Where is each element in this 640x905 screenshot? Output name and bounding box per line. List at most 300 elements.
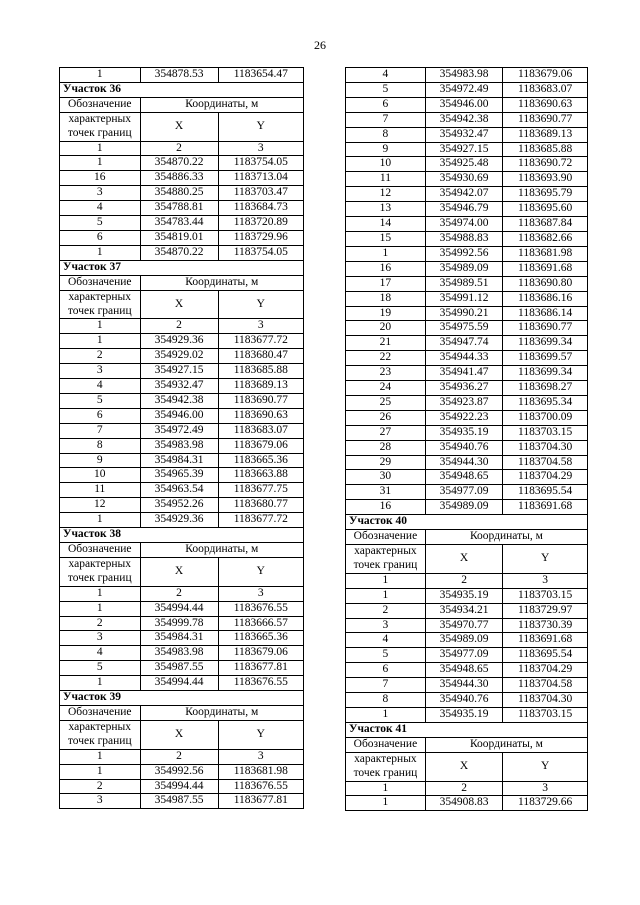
x-coordinate-cell: 354936.27 [425,381,502,396]
header-row [60,97,304,112]
table-row [60,156,304,171]
point-number-cell: 5 [60,393,141,408]
y-header: Y [503,752,588,781]
index-cell: 1 [60,586,141,601]
y-coordinate-cell: 1183698.27 [503,381,588,396]
index-row [60,319,304,334]
index-cell: 1 [346,781,426,796]
y-coordinate-cell: 1183680.47 [218,349,303,364]
x-coordinate-cell: 354987.55 [140,794,218,809]
x-coordinate-cell: 354930.69 [425,172,502,187]
table-row [60,171,304,186]
header-row [346,737,588,752]
y-header: Y [503,545,588,574]
table-row [60,676,304,691]
y-coordinate-cell: 1183699.57 [503,351,588,366]
table-row [346,381,588,396]
point-number-cell: 16 [346,261,426,276]
point-number-cell: 7 [346,112,426,127]
table-row [346,187,588,202]
point-number-cell: 12 [60,498,141,513]
y-coordinate-cell: 1183685.88 [218,364,303,379]
index-cell: 2 [140,319,218,334]
x-coordinate-cell: 354987.55 [140,661,218,676]
section-title: Участок 39 [60,691,304,706]
x-coordinate-cell: 354941.47 [425,366,502,381]
point-number-cell: 22 [346,351,426,366]
x-coordinate-cell: 354870.22 [140,245,218,260]
x-coordinate-cell: 354886.33 [140,171,218,186]
right-column [345,67,588,811]
table-row [60,764,304,779]
x-header: X [425,545,502,574]
table-row [60,349,304,364]
y-coordinate-cell: 1183730.39 [503,618,588,633]
coordinates-table-left [59,67,304,809]
designation-header-cont: характерных точек границ [346,545,426,574]
point-number-cell: 6 [346,663,426,678]
index-cell: 3 [218,319,303,334]
table-row [346,618,588,633]
x-coordinate-cell: 354923.87 [425,395,502,410]
y-coordinate-cell: 1183700.09 [503,410,588,425]
section-title-row [60,528,304,543]
table-row [346,693,588,708]
x-coordinate-cell: 354994.44 [140,779,218,794]
table-row [346,603,588,618]
header-row [60,543,304,558]
y-coordinate-cell: 1183695.54 [503,485,588,500]
designation-header: Обозначение [346,530,426,545]
table-row [60,779,304,794]
x-coordinate-cell: 354927.15 [425,142,502,157]
table-row [60,498,304,513]
y-coordinate-cell: 1183703.47 [218,186,303,201]
y-coordinate-cell: 1183685.88 [503,142,588,157]
y-coordinate-cell: 1183693.90 [503,172,588,187]
x-coordinate-cell: 354990.21 [425,306,502,321]
y-coordinate-cell: 1183695.60 [503,202,588,217]
section-title-row [60,82,304,97]
x-header: X [140,557,218,586]
y-coordinate-cell: 1183704.58 [503,455,588,470]
table-row [60,631,304,646]
x-coordinate-cell: 354994.44 [140,601,218,616]
y-coordinate-cell: 1183676.55 [218,601,303,616]
x-coordinate-cell: 354989.51 [425,276,502,291]
x-coordinate-cell: 354989.09 [425,261,502,276]
point-number-cell: 3 [60,186,141,201]
table-row [346,306,588,321]
index-cell: 2 [425,573,502,588]
y-coordinate-cell: 1183677.72 [218,513,303,528]
x-coordinate-cell: 354992.56 [425,246,502,261]
point-number-cell: 7 [60,423,141,438]
index-cell: 1 [60,319,141,334]
y-coordinate-cell: 1183677.81 [218,661,303,676]
y-coordinate-cell: 1183691.68 [503,633,588,648]
y-coordinate-cell: 1183666.57 [218,616,303,631]
point-number-cell: 10 [346,157,426,172]
table-row [60,364,304,379]
x-coordinate-cell: 354819.01 [140,230,218,245]
point-number-cell: 17 [346,276,426,291]
index-row [346,781,588,796]
table-row [346,707,588,722]
x-coordinate-cell: 354922.23 [425,410,502,425]
table-row [60,393,304,408]
table-row [346,663,588,678]
y-coordinate-cell: 1183703.15 [503,588,588,603]
coordinates-header: Координаты, м [140,275,303,290]
y-coordinate-cell: 1183690.77 [503,321,588,336]
point-number-cell: 13 [346,202,426,217]
y-coordinate-cell: 1183695.79 [503,187,588,202]
point-number-cell: 28 [346,440,426,455]
y-coordinate-cell: 1183687.84 [503,217,588,232]
y-coordinate-cell: 1183686.16 [503,291,588,306]
table-row [346,202,588,217]
table-row [346,366,588,381]
designation-header-cont: характерных точек границ [60,112,141,141]
x-coordinate-cell: 354940.76 [425,440,502,455]
table-row [60,379,304,394]
point-number-cell: 20 [346,321,426,336]
point-number-cell: 5 [346,648,426,663]
point-number-cell: 16 [60,171,141,186]
table-row [346,588,588,603]
point-number-cell: 15 [346,231,426,246]
point-number-cell: 31 [346,485,426,500]
y-coordinate-cell: 1183689.13 [503,127,588,142]
y-coordinate-cell: 1183704.30 [503,693,588,708]
x-coordinate-cell: 354935.19 [425,707,502,722]
point-number-cell: 14 [346,217,426,232]
x-coordinate-cell: 354944.33 [425,351,502,366]
index-cell: 3 [503,573,588,588]
x-coordinate-cell: 354992.56 [140,764,218,779]
y-header: Y [218,112,303,141]
x-coordinate-cell: 354929.36 [140,334,218,349]
table-row [346,351,588,366]
coordinates-header: Координаты, м [425,530,587,545]
index-cell: 1 [60,749,141,764]
point-number-cell: 6 [346,97,426,112]
table-row [346,678,588,693]
y-coordinate-cell: 1183683.07 [503,82,588,97]
designation-header: Обозначение [60,543,141,558]
y-coordinate-cell: 1183690.72 [503,157,588,172]
table-row [60,68,304,83]
x-coordinate-cell: 354942.07 [425,187,502,202]
section-title-row [60,691,304,706]
y-header: Y [218,720,303,749]
point-number-cell: 11 [346,172,426,187]
x-coordinate-cell: 354983.98 [140,646,218,661]
point-number-cell: 1 [60,601,141,616]
y-coordinate-cell: 1183686.14 [503,306,588,321]
y-coordinate-cell: 1183663.88 [218,468,303,483]
point-number-cell: 25 [346,395,426,410]
x-coordinate-cell: 354944.30 [425,455,502,470]
x-header: X [140,112,218,141]
x-coordinate-cell: 354929.02 [140,349,218,364]
point-number-cell: 1 [60,68,141,83]
y-coordinate-cell: 1183699.34 [503,336,588,351]
y-coordinate-cell: 1183713.04 [218,171,303,186]
table-row [346,485,588,500]
y-coordinate-cell: 1183695.34 [503,395,588,410]
table-row [346,500,588,515]
x-coordinate-cell: 354988.83 [425,231,502,246]
x-coordinate-cell: 354932.47 [425,127,502,142]
table-row [346,648,588,663]
y-coordinate-cell: 1183699.34 [503,366,588,381]
point-number-cell: 10 [60,468,141,483]
table-row [60,513,304,528]
x-coordinate-cell: 354977.09 [425,485,502,500]
point-number-cell: 1 [346,707,426,722]
coordinates-header: Координаты, м [140,97,303,112]
point-number-cell: 1 [60,764,141,779]
point-number-cell: 4 [346,68,426,83]
point-number-cell: 9 [60,453,141,468]
x-coordinate-cell: 354989.09 [425,633,502,648]
index-cell: 2 [140,141,218,156]
designation-header-cont: характерных точек границ [60,557,141,586]
table-row [346,470,588,485]
coordinates-header: Координаты, м [140,543,303,558]
point-number-cell: 6 [60,408,141,423]
table-row [346,217,588,232]
table-row [60,468,304,483]
index-row [60,141,304,156]
coordinates-table-right [345,67,588,811]
y-coordinate-cell: 1183729.66 [503,796,588,811]
x-header: X [425,752,502,781]
y-coordinate-cell: 1183682.66 [503,231,588,246]
y-coordinate-cell: 1183677.75 [218,483,303,498]
x-coordinate-cell: 354925.48 [425,157,502,172]
index-cell: 2 [140,749,218,764]
x-coordinate-cell: 354952.26 [140,498,218,513]
table-row [346,172,588,187]
point-number-cell: 1 [346,796,426,811]
table-row [60,438,304,453]
table-row [346,291,588,306]
y-coordinate-cell: 1183704.29 [503,663,588,678]
table-row [346,440,588,455]
y-coordinate-cell: 1183704.29 [503,470,588,485]
y-coordinate-cell: 1183689.13 [218,379,303,394]
header-row [60,705,304,720]
index-row [60,749,304,764]
x-coordinate-cell: 354935.19 [425,425,502,440]
y-coordinate-cell: 1183690.77 [218,393,303,408]
x-coordinate-cell: 354932.47 [140,379,218,394]
table-row [346,796,588,811]
x-coordinate-cell: 354999.78 [140,616,218,631]
table-row [60,661,304,676]
table-row [60,646,304,661]
index-cell: 2 [425,781,502,796]
designation-header: Обозначение [60,97,141,112]
designation-header: Обозначение [60,275,141,290]
x-coordinate-cell: 354946.79 [425,202,502,217]
y-coordinate-cell: 1183680.77 [218,498,303,513]
y-coordinate-cell: 1183679.06 [218,646,303,661]
x-coordinate-cell: 354940.76 [425,693,502,708]
y-coordinate-cell: 1183754.05 [218,245,303,260]
table-row [346,410,588,425]
point-number-cell: 21 [346,336,426,351]
index-cell: 1 [60,141,141,156]
table-row [346,276,588,291]
header-row [346,530,588,545]
point-number-cell: 7 [346,678,426,693]
y-coordinate-cell: 1183695.54 [503,648,588,663]
section-title-row [346,515,588,530]
x-coordinate-cell: 354991.12 [425,291,502,306]
x-coordinate-cell: 354970.77 [425,618,502,633]
y-coordinate-cell: 1183684.73 [218,201,303,216]
y-coordinate-cell: 1183683.07 [218,423,303,438]
y-coordinate-cell: 1183691.68 [503,261,588,276]
point-number-cell: 26 [346,410,426,425]
table-row [346,633,588,648]
x-coordinate-cell: 354972.49 [140,423,218,438]
x-coordinate-cell: 354994.44 [140,676,218,691]
section-title: Участок 41 [346,722,588,737]
table-row [60,408,304,423]
index-cell: 3 [218,586,303,601]
table-row [60,453,304,468]
x-coordinate-cell: 354946.00 [140,408,218,423]
x-coordinate-cell: 354983.98 [140,438,218,453]
designation-header: Обозначение [346,737,426,752]
x-coordinate-cell: 354870.22 [140,156,218,171]
section-title: Участок 37 [60,260,304,275]
y-coordinate-cell: 1183703.15 [503,425,588,440]
y-coordinate-cell: 1183676.55 [218,779,303,794]
y-coordinate-cell: 1183703.15 [503,707,588,722]
x-coordinate-cell: 354983.98 [425,68,502,83]
x-coordinate-cell: 354942.38 [140,393,218,408]
table-row [60,794,304,809]
table-row [60,201,304,216]
point-number-cell: 1 [60,513,141,528]
table-row [346,127,588,142]
coordinates-header: Координаты, м [140,705,303,720]
x-coordinate-cell: 354989.09 [425,500,502,515]
x-coordinate-cell: 354984.31 [140,631,218,646]
table-row [346,68,588,83]
table-row [346,142,588,157]
index-row [346,573,588,588]
table-row [346,157,588,172]
header-row [60,275,304,290]
y-coordinate-cell: 1183677.72 [218,334,303,349]
table-row [346,112,588,127]
index-cell: 1 [346,573,426,588]
table-row [346,82,588,97]
point-number-cell: 27 [346,425,426,440]
designation-header-cont: характерных точек границ [60,290,141,319]
y-coordinate-cell: 1183754.05 [218,156,303,171]
table-row [60,334,304,349]
point-number-cell: 5 [60,661,141,676]
y-coordinate-cell: 1183729.96 [218,230,303,245]
y-coordinate-cell: 1183704.58 [503,678,588,693]
x-coordinate-cell: 354942.38 [425,112,502,127]
point-number-cell: 19 [346,306,426,321]
left-column [59,67,304,809]
y-coordinate-cell: 1183690.63 [503,97,588,112]
index-cell: 3 [503,781,588,796]
section-title-row [60,260,304,275]
table-row [346,246,588,261]
point-number-cell: 12 [346,187,426,202]
y-coordinate-cell: 1183679.06 [503,68,588,83]
section-title: Участок 40 [346,515,588,530]
section-title: Участок 38 [60,528,304,543]
y-coordinate-cell: 1183691.68 [503,500,588,515]
x-coordinate-cell: 354947.74 [425,336,502,351]
x-coordinate-cell: 354878.53 [140,68,218,83]
y-coordinate-cell: 1183729.97 [503,603,588,618]
x-coordinate-cell: 354948.65 [425,663,502,678]
table-row [346,321,588,336]
index-row [60,586,304,601]
y-coordinate-cell: 1183690.77 [503,112,588,127]
y-coordinate-cell: 1183690.63 [218,408,303,423]
x-coordinate-cell: 354948.65 [425,470,502,485]
point-number-cell: 24 [346,381,426,396]
table-row [346,336,588,351]
point-number-cell: 2 [60,349,141,364]
index-cell: 3 [218,141,303,156]
y-coordinate-cell: 1183704.30 [503,440,588,455]
point-number-cell: 1 [346,588,426,603]
point-number-cell: 1 [60,156,141,171]
point-number-cell: 4 [60,646,141,661]
table-row [60,186,304,201]
point-number-cell: 2 [346,603,426,618]
x-coordinate-cell: 354935.19 [425,588,502,603]
section-title-row [346,722,588,737]
point-number-cell: 5 [346,82,426,97]
point-number-cell: 9 [346,142,426,157]
x-coordinate-cell: 354944.30 [425,678,502,693]
table-row [60,245,304,260]
table-row [60,601,304,616]
point-number-cell: 16 [346,500,426,515]
index-cell: 2 [140,586,218,601]
table-row [346,97,588,112]
x-header: X [140,720,218,749]
y-coordinate-cell: 1183690.80 [503,276,588,291]
point-number-cell: 4 [346,633,426,648]
point-number-cell: 1 [60,334,141,349]
designation-header-cont: характерных точек границ [346,752,426,781]
x-coordinate-cell: 354908.83 [425,796,502,811]
point-number-cell: 3 [60,631,141,646]
table-row [346,455,588,470]
x-coordinate-cell: 354975.59 [425,321,502,336]
point-number-cell: 1 [346,246,426,261]
point-number-cell: 8 [346,693,426,708]
x-coordinate-cell: 354927.15 [140,364,218,379]
